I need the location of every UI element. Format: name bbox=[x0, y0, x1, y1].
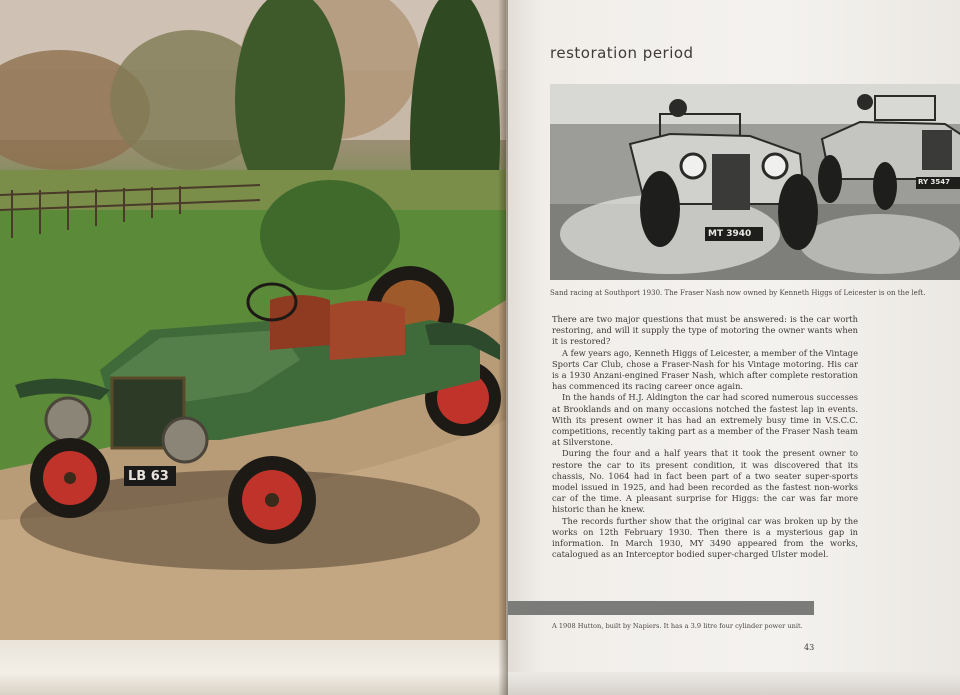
hutton-car-photo bbox=[0, 0, 506, 648]
paragraph: In the hands of H.J. Aldington the car had scored numerous successes at Brooklands and on many occasions notched the fastest lap in events. With its present owner it has had an extremely busy time in V.S.C.C. competitions, recently taking part as a member of the Fraser Nash team at Silverstone. bbox=[552, 392, 858, 448]
caption-band bbox=[508, 601, 814, 615]
car-number-plate: LB 63 bbox=[128, 469, 169, 484]
paragraph: A few years ago, Kenneth Higgs of Leicester, a member of the Vintage Sports Car Club, chose a Fraser-Nash for his Vintage motoring. His car is a 1930 Anzani-engined Fraser Nash, which after complete restoration has commenced its racing career once again. bbox=[552, 347, 858, 392]
hutton-car-illustration bbox=[0, 0, 506, 648]
sand-racing-illustration bbox=[550, 84, 960, 280]
section-title: restoration period bbox=[550, 44, 694, 62]
photo-caption: Sand racing at Southport 1930. The Fraser Nash now owned by Kenneth Higgs of Leicester is on the left. bbox=[550, 289, 926, 297]
left-page-bottom-margin bbox=[0, 640, 508, 695]
rear-car-plate: RY 3547 bbox=[918, 178, 950, 186]
right-page-bottom-margin bbox=[508, 672, 960, 695]
right-page bbox=[508, 0, 960, 695]
page-number: 43 bbox=[804, 643, 815, 652]
paragraph: The records further show that the original car was broken up by the works on 12th February 1930. Then there is a mysterious gap in information. In March 1930, MY 3490 appeared from the works, catalogued as an Interceptor bodied super-charged Ulster model. bbox=[552, 515, 858, 560]
sand-racing-photo bbox=[550, 84, 960, 280]
hutton-photo-caption: A 1908 Hutton, built by Napiers. It has a 3.9 litre four cylinder power unit. bbox=[552, 622, 803, 630]
paragraph: During the four and a half years that it took the present owner to restore the car to its present condition, it was discovered that its chassis, No. 1064 had in fact been part of a two seater super-sports model issued in 1925, and had been recorded as the fastest non-works car of the time. A pleasant surprise for Higgs: the car was far more historic than he knew. bbox=[552, 448, 858, 515]
paragraph: There are two major questions that must be answered: is the car worth restoring, and will it supply the type of motoring the owner wants when it is restored? bbox=[552, 314, 858, 347]
front-car-plate: MT 3940 bbox=[708, 229, 752, 239]
article-body bbox=[552, 314, 858, 560]
